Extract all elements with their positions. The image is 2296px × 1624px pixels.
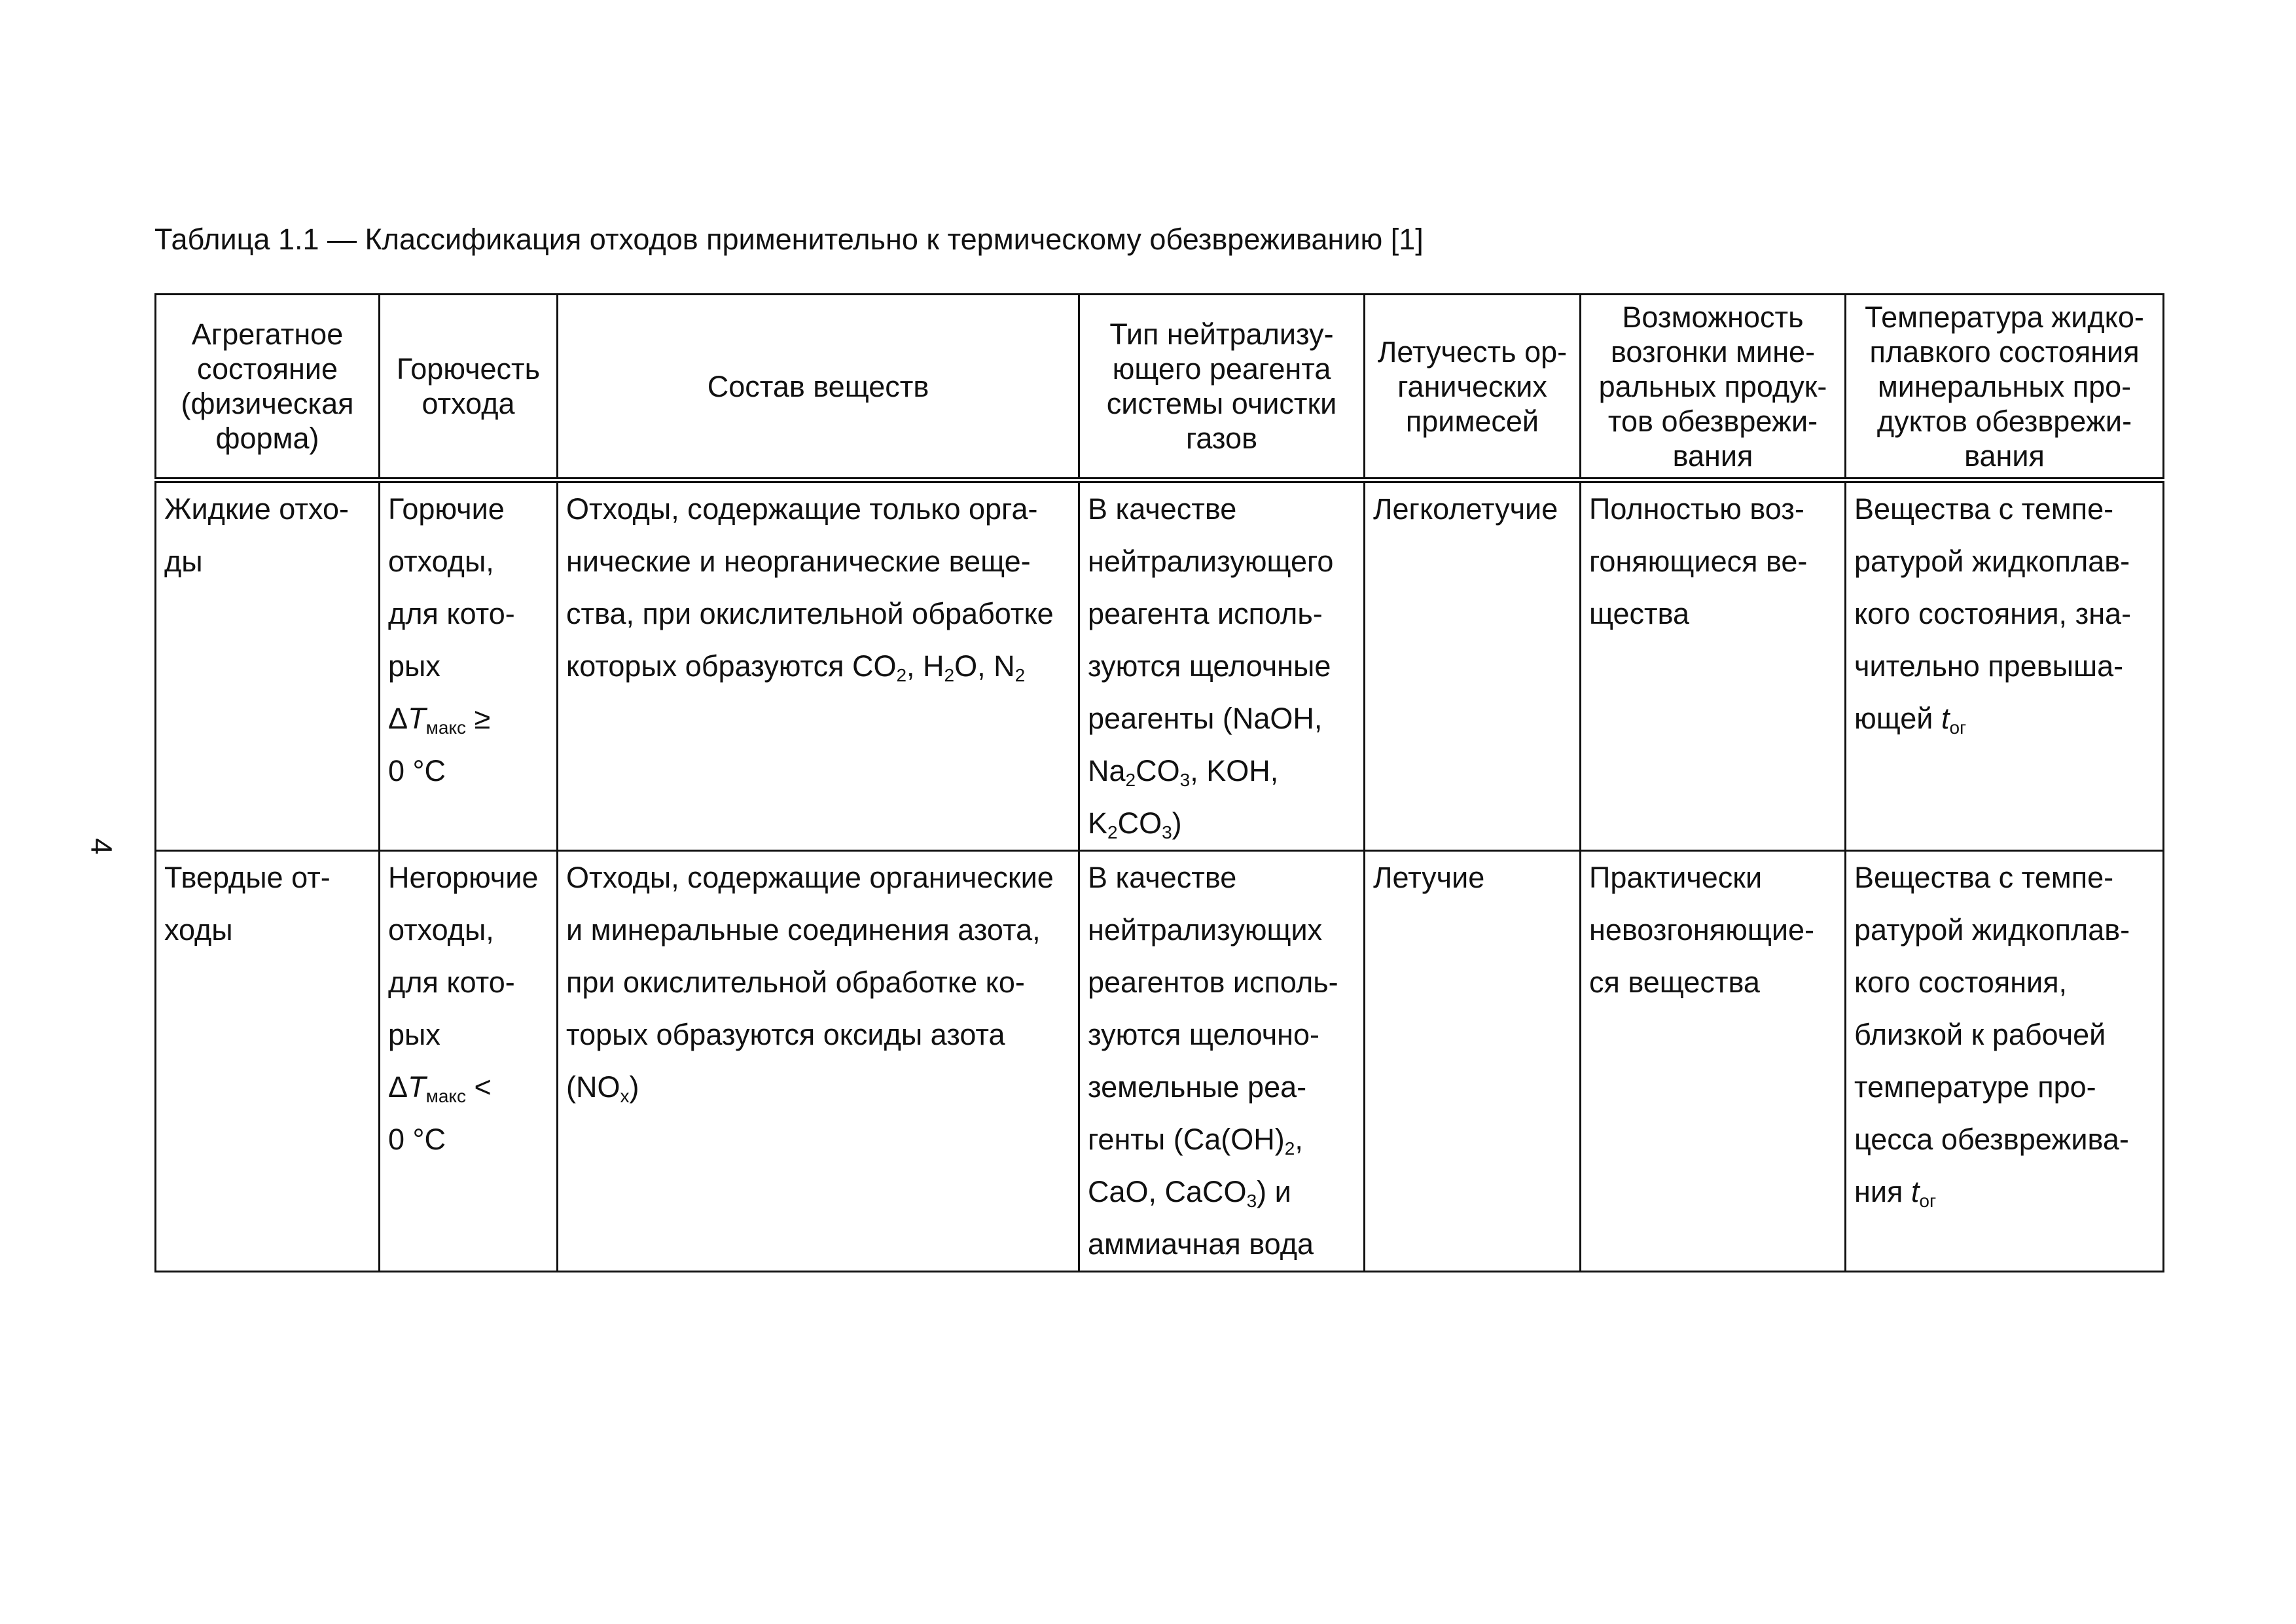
composition-text: Отходы, содержащие органические и минеральные соединения азота, при окислительной обработке ко-торых образуются оксиды азота (NO — [566, 861, 1054, 1104]
header-reagent: Тип нейтрализу-ющего реагента системы очистки газов — [1079, 295, 1365, 480]
header-temperature: Температура жидко-плавкого состояния минеральных про-дуктов обезврежи-вания — [1846, 295, 2164, 480]
cell-composition — [558, 480, 1079, 851]
waste-classification-table — [154, 293, 2164, 1272]
subscript: 3 — [1179, 770, 1191, 790]
cell-temperature — [1846, 851, 2164, 1272]
header-row — [156, 295, 2164, 480]
header-combustibility: Горючесть отхода — [380, 295, 558, 480]
relation-sign: < — [465, 1070, 492, 1104]
cell-volatility: Летучие — [1365, 851, 1581, 1272]
delta-symbol: Δ — [388, 702, 408, 735]
temperature-text: Вещества с темпе-ратурой жидкоплав-кого состояния, зна-чительно превыша-ющей — [1854, 492, 2132, 735]
cell-temperature — [1846, 480, 2164, 851]
header-volatility: Летучесть ор-ганических примесей — [1365, 295, 1581, 480]
temperature-symbol: t — [1910, 1175, 1920, 1208]
subscript: макс — [425, 1086, 466, 1106]
header-composition: Состав веществ — [558, 295, 1079, 480]
cell-composition — [558, 851, 1079, 1272]
header-sublimation: Возможность возгонки мине-ральных продук-тов обезврежи-вания — [1581, 295, 1846, 480]
reagent-text: CO — [1117, 806, 1162, 840]
reagent-text: ) — [1172, 806, 1182, 840]
temperature-symbol: T — [408, 702, 426, 735]
header-state: Агрегатное состояние (физическая форма) — [156, 295, 380, 480]
delta-symbol: Δ — [388, 1070, 408, 1104]
composition-text: Отходы, содержащие только орга-нические и неорганические веще-ства, при окислительной обработке которых образуются CO — [566, 492, 1054, 683]
reagent-text: В качестве нейтрализующего реагента исполь-зуются щелочные реагенты (NaOH, Na — [1088, 492, 1334, 787]
subscript: 3 — [1246, 1191, 1257, 1211]
reagent-text: CO — [1136, 754, 1180, 787]
temperature-text: Вещества с темпе-ратурой жидкоплав-кого состояния, близкой к рабочей температуре про-цесса обезврежива-ния — [1854, 861, 2130, 1208]
table-caption: Таблица 1.1 — Классификация отходов применительно к термическому обезвреживанию [1] — [154, 223, 1424, 256]
subscript: 2 — [1107, 822, 1118, 842]
subscript: 2 — [896, 665, 907, 685]
subscript: 3 — [1162, 822, 1172, 842]
cell-state: Жидкие отхо-ды — [156, 480, 380, 851]
table-row — [156, 480, 2164, 851]
subscript: x — [620, 1086, 630, 1106]
reagent-text: В качестве нейтрализующих реагентов исполь-зуются щелочно-земельные реа-генты (Ca(OH) — [1088, 861, 1338, 1156]
cell-sublimation: Полностью воз-гоняющиеся ве-щества — [1581, 480, 1846, 851]
subscript: макс — [425, 717, 466, 738]
cell-combustibility — [380, 480, 558, 851]
combustibility-text: Негорючие отходы, для кото-рых — [388, 861, 539, 1051]
reagent-text: , KOH, K — [1088, 754, 1279, 840]
page-number: 4 — [84, 838, 118, 855]
cell-volatility: Легколетучие — [1365, 480, 1581, 851]
subscript: 2 — [1284, 1138, 1295, 1159]
temperature-symbol: t — [1941, 702, 1950, 735]
relation-sign: ≥ — [465, 702, 491, 735]
subscript: 2 — [944, 665, 955, 685]
combustibility-value: 0 °С — [388, 754, 446, 787]
combustibility-value: 0 °С — [388, 1123, 446, 1156]
reagent-text: , CaO, CaCO — [1088, 1123, 1303, 1208]
reagent-text: ) и аммиачная вода — [1088, 1175, 1314, 1261]
composition-text: ) — [629, 1070, 639, 1104]
subscript: ог — [1949, 717, 1967, 738]
composition-text: , H — [906, 649, 944, 683]
cell-sublimation: Практически невозгоняющие-ся вещества — [1581, 851, 1846, 1272]
subscript: 2 — [1014, 665, 1026, 685]
temperature-symbol: T — [408, 1070, 426, 1104]
cell-reagent — [1079, 480, 1365, 851]
combustibility-text: Горючие отходы, для кото-рых — [388, 492, 515, 683]
subscript: 2 — [1125, 770, 1136, 790]
table-row — [156, 851, 2164, 1272]
cell-reagent — [1079, 851, 1365, 1272]
composition-text: O, N — [954, 649, 1015, 683]
cell-state: Твердые от-ходы — [156, 851, 380, 1272]
subscript: ог — [1919, 1191, 1937, 1211]
cell-combustibility — [380, 851, 558, 1272]
